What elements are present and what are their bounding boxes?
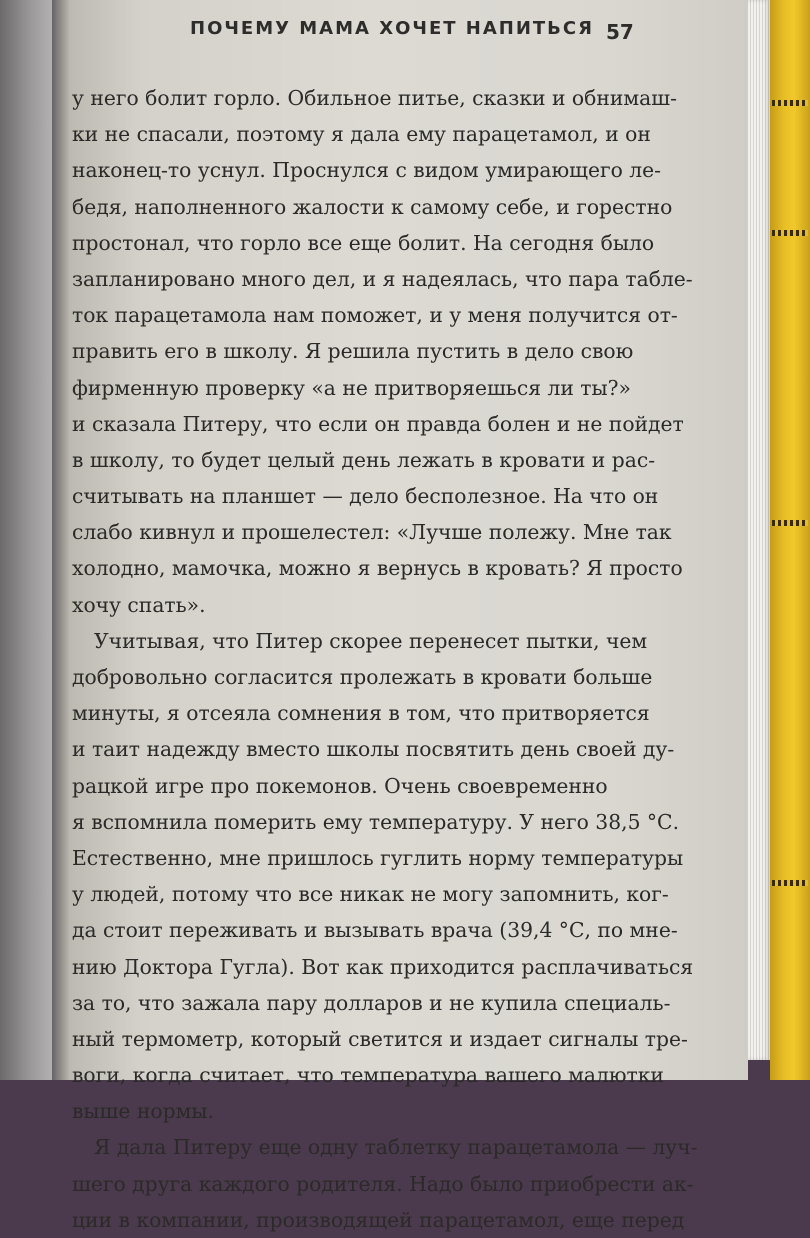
text-line: наконец-то уснул. Проснулся с видом умирающего ле-	[72, 158, 661, 183]
text-line: рацкой игре про покемонов. Очень своевременно	[72, 773, 608, 798]
text-line: воги, когда считает, что температура вашего малютки	[72, 1063, 664, 1088]
text-line: я вспомнила померить ему температуру. У него 38,5 °С.	[72, 809, 680, 834]
text-line: добровольно согласится пролежать в кровати больше	[72, 665, 653, 689]
page-stack-edge	[748, 0, 770, 1060]
text-line: выше нормы.	[72, 1099, 214, 1124]
book-cover-edge	[770, 0, 810, 1080]
text-line: ции в компании, производящей парацетамол, еще перед	[72, 1207, 685, 1232]
text-line: минуты, я отсеяла сомнения в том, что притворяется	[72, 701, 650, 726]
text-line: Естественно, мне пришлось гуглить норму температуры	[72, 845, 684, 870]
text-line: ный термометр, который светится и издает сигналы тре-	[72, 1026, 688, 1051]
text-line: простонал, что горло все еще болит. На сегодня было	[72, 230, 655, 255]
body-text	[72, 80, 698, 1238]
cover-stripe	[772, 880, 808, 886]
text-line: править его в школу. Я решила пустить в дело свою	[72, 339, 634, 364]
cover-stripe	[772, 100, 808, 106]
page-number: 57	[606, 20, 634, 44]
text-line: в школу, то будет целый день лежать в кровати и рас-	[72, 447, 656, 472]
cover-stripe	[772, 520, 808, 526]
spine-shadow	[52, 0, 70, 1080]
text-line: фирменную проверку «а не притворяешься ли ты?»	[72, 375, 631, 400]
cover-stripe	[772, 230, 808, 236]
text-line: хочу спать».	[72, 592, 206, 617]
book-page	[58, 0, 748, 1232]
text-line: и сказала Питеру, что если он правда болен и не пойдет	[72, 411, 684, 436]
text-line: у людей, потому что все никак не могу запомнить, ког-	[72, 882, 669, 907]
running-title: ПОЧЕМУ МАМА ХОЧЕТ НАПИТЬСЯ	[190, 18, 594, 39]
text-line: да стоит переживать и вызывать врача (39,4 °С, по мне-	[72, 918, 678, 943]
text-line: слабо кивнул и прошелестел: «Лучше полежу. Мне так	[72, 520, 672, 545]
text-line: бедя, наполненного жалости к самому себе, и горестно	[72, 194, 673, 219]
text-line: и таит надежду вместо школы посвятить день своей ду-	[72, 737, 675, 762]
text-line: у него болит горло. Обильное питье, сказки и обнимаш-	[72, 86, 677, 110]
text-line: холодно, мамочка, можно я вернусь в кровать? Я просто	[72, 556, 683, 581]
text-line: считывать на планшет — дело бесполезное. На что он	[72, 484, 659, 509]
left-page-edge	[0, 0, 58, 1080]
text-line: шего друга каждого родителя. Надо было приобрести ак-	[72, 1171, 694, 1196]
text-line: ток парацетамола нам поможет, и у меня получится от-	[72, 303, 678, 328]
page-header	[150, 8, 750, 48]
text-line: нию Доктора Гугла). Вот как приходится расплачиваться	[72, 954, 694, 979]
text-line: запланировано много дел, и я надеялась, что пара табле-	[72, 266, 693, 291]
text-line: Учитывая, что Питер скорее перенесет пытки, чем	[94, 628, 648, 653]
text-line: ки не спасали, поэтому я дала ему парацетамол, и он	[72, 122, 651, 147]
text-line: Я дала Питеру еще одну таблетку парацетамола — луч-	[94, 1135, 698, 1160]
text-line: за то, что зажала пару долларов и не купила специаль-	[72, 990, 671, 1015]
